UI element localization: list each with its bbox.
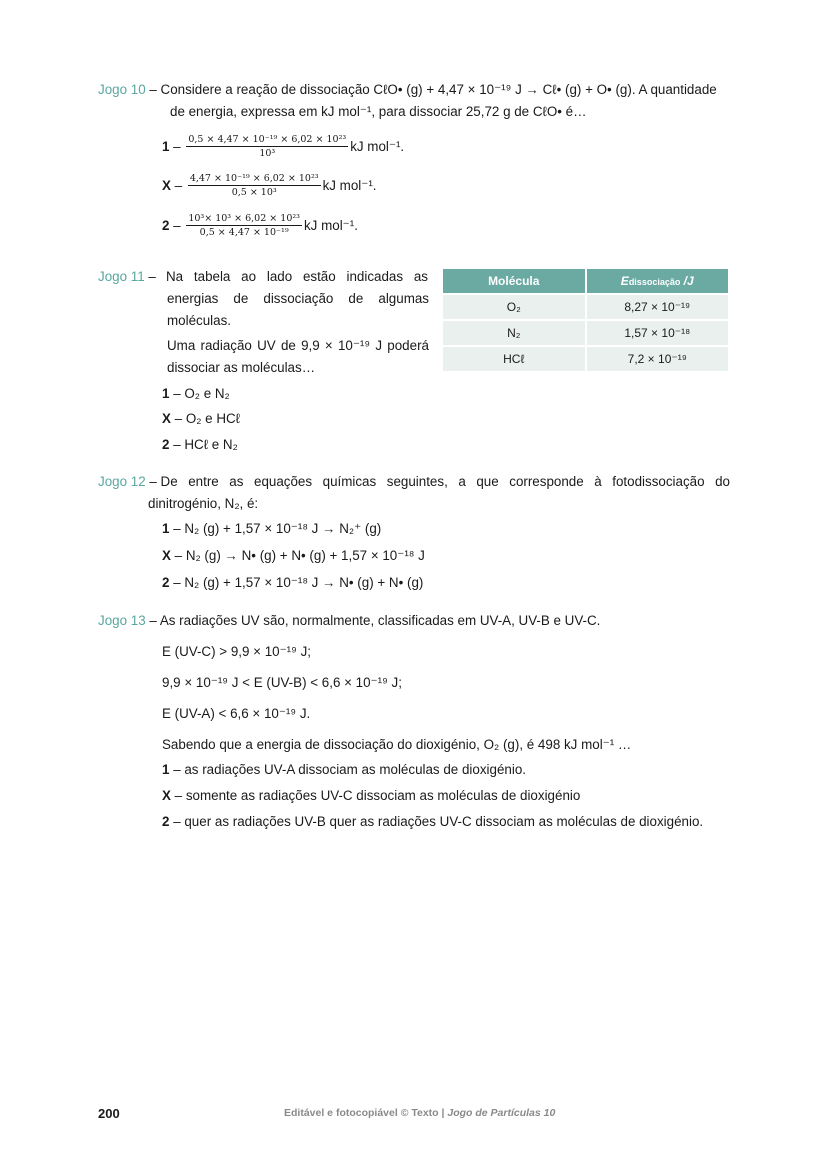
option-text: – O₂ e HCℓ (174, 411, 241, 426)
fraction-denominator: 0,5 × 4,47 × 10⁻¹⁹ (199, 227, 289, 238)
option-text: – N₂ (g) + 1,57 × 10⁻¹⁸ J → N• (g) + N• (g) (173, 575, 424, 590)
cell-molecule: HCℓ (443, 347, 585, 371)
footer-book-title: Jogo de Partículas 10 (447, 1107, 556, 1119)
jogo13-option-2[interactable] (162, 813, 703, 831)
jogo13-option-1[interactable] (162, 761, 526, 779)
option-key: X (162, 178, 171, 193)
jogo10-option-1[interactable]: 1 – $\frac{\text{0,5 × 4,47 × 10⁻¹⁹ × 6,02 × 10²³}}{\text{10³}}$ kJ mol⁻¹. (162, 134, 405, 159)
option-text: – somente as radiações UV-C dissociam as moléculas de dioxigénio (174, 788, 581, 803)
table-row (443, 295, 728, 319)
option-unit: kJ mol⁻¹. (350, 138, 405, 154)
jogo11-option-2[interactable] (162, 436, 238, 454)
option-unit: kJ mol⁻¹. (303, 217, 358, 233)
header-energy: Edissociação /J (587, 269, 729, 293)
cell-molecule: O₂ (443, 295, 585, 319)
jogo10-option-2[interactable]: 2 – $\frac{\text{10³× 10³ × 6,02 × 10²³}}{\text{0,5 × 4,47 × 10⁻¹⁹}}$ kJ mol⁻¹. (162, 213, 358, 238)
jogo13-condition-uvb: 9,9 × 10⁻¹⁹ J < E (UV-B) < 6,6 × 10⁻¹⁹ J; (162, 675, 402, 690)
jogo11-text-line1: Na tabela ao lado estão indicadas as (166, 269, 428, 284)
fraction-numerator: 4,47 × 10⁻¹⁹ × 6,02 × 10²³ (189, 173, 319, 184)
footer-copyright-text: Editável e fotocopiável © Texto | (284, 1107, 448, 1119)
jogo12-question-line1: Jogo 12 – De entre as equações químicas seguintes, a que corresponde à fotodissociação do (98, 474, 730, 489)
jogo11-text-line3: moléculas. (167, 313, 232, 328)
jogo12-label: Jogo 12 (98, 474, 146, 489)
jogo10-label: Jogo 10 (98, 82, 146, 97)
option-key: X (162, 548, 171, 563)
jogo11-question-line1: Jogo 11 – Na tabela ao lado estão indicadas as (98, 269, 428, 284)
cell-energy: 1,57 × 10⁻¹⁸ (587, 321, 729, 345)
jogo11-option-1[interactable] (162, 385, 230, 403)
jogo12-text-line1: De entre as equações químicas seguintes, a que corresponde à fotodissociação do (160, 474, 730, 489)
option-text: – HCℓ e N₂ (173, 437, 238, 452)
cell-energy: 7,2 × 10⁻¹⁹ (587, 347, 729, 371)
dissociation-energy-table (441, 267, 730, 373)
jogo12-option-2[interactable] (162, 574, 423, 592)
option-unit: kJ mol⁻¹. (322, 177, 377, 193)
option-key: X (162, 788, 171, 803)
option-key: 1 (162, 139, 170, 154)
option-text: – N₂ (g) + 1,57 × 10⁻¹⁸ J → N₂⁺ (g) (173, 521, 382, 536)
table-header-row (443, 269, 728, 293)
footer-copyright (284, 1107, 555, 1119)
jogo10-text-line1: Considere a reação de dissociação CℓO• (g) + 4,47 × 10⁻¹⁹ J → Cℓ• (g) + O• (g). A quantidade (160, 82, 717, 97)
option-key: 1 (162, 521, 170, 536)
fraction-denominator: 0,5 × 10³ (231, 187, 277, 198)
fraction (186, 134, 348, 159)
jogo12-text-line2: dinitrogénio, N₂, é: (148, 496, 259, 511)
option-text: – quer as radiações UV-B quer as radiações UV-C dissociam as moléculas de dioxigénio. (173, 814, 704, 829)
jogo13-label: Jogo 13 (98, 613, 146, 628)
jogo11-text-line5: dissociar as moléculas… (167, 360, 316, 375)
fraction-denominator: 10³ (259, 148, 276, 159)
jogo10-question-line2: de energia, expressa em kJ mol⁻¹, para dissociar 25,72 g de CℓO• é… (170, 104, 587, 119)
jogo13-condition-uva: E (UV-A) < 6,6 × 10⁻¹⁹ J. (162, 706, 311, 721)
header-molecule: Molécula (443, 269, 585, 293)
jogo11-text-line2: energias de dissociação de algumas (167, 291, 429, 306)
page-number: 200 (98, 1106, 120, 1121)
jogo12-option-1[interactable] (162, 520, 381, 538)
option-key: 2 (162, 575, 170, 590)
jogo12-option-x[interactable] (162, 547, 425, 565)
jogo13-text-line1: As radiações UV são, normalmente, classificadas em UV-A, UV-B e UV-C. (159, 613, 601, 628)
fraction (188, 173, 321, 198)
jogo10-question-line1: Jogo 10 – Considere a reação de dissociação CℓO• (g) + 4,47 × 10⁻¹⁹ J → Cℓ• (g) + O• (g). A quantidade (98, 82, 717, 97)
jogo11-option-x[interactable] (162, 410, 240, 428)
option-text: – O₂ e N₂ (173, 386, 230, 401)
fraction (186, 213, 302, 238)
jogo11-label: Jogo 11 (98, 269, 145, 284)
jogo13-premise: Sabendo que a energia de dissociação do dioxigénio, O₂ (g), é 498 kJ mol⁻¹ … (162, 737, 632, 752)
option-key: 2 (162, 814, 170, 829)
option-key: 2 (162, 218, 170, 233)
table-row (443, 347, 728, 371)
jogo13-option-x[interactable] (162, 787, 580, 805)
jogo13-condition-uvc: E (UV-C) > 9,9 × 10⁻¹⁹ J; (162, 644, 311, 659)
option-key: 1 (162, 386, 170, 401)
jogo13-question-line1: Jogo 13 – As radiações UV são, normalmente, classificadas em UV-A, UV-B e UV-C. (98, 613, 601, 628)
fraction-numerator: 0,5 × 4,47 × 10⁻¹⁹ × 6,02 × 10²³ (188, 134, 347, 145)
option-key: 1 (162, 762, 170, 777)
option-text: – as radiações UV-A dissociam as moléculas de dioxigénio. (173, 762, 526, 777)
option-text: – N₂ (g) → N• (g) + N• (g) + 1,57 × 10⁻¹⁸ J (174, 548, 425, 563)
option-key: X (162, 411, 171, 426)
table-row (443, 321, 728, 345)
fraction-numerator: 10³× 10³ × 6,02 × 10²³ (188, 213, 300, 224)
cell-energy: 8,27 × 10⁻¹⁹ (587, 295, 729, 319)
cell-molecule: N₂ (443, 321, 585, 345)
option-key: 2 (162, 437, 170, 452)
jogo10-option-x[interactable]: X – $\frac{\text{4,47 × 10⁻¹⁹ × 6,02 × 10²³}}{\text{0,5 × 10³}}$ kJ mol⁻¹. (162, 173, 377, 198)
jogo11-text-line4: Uma radiação UV de 9,9 × 10⁻¹⁹ J poderá (167, 338, 429, 353)
